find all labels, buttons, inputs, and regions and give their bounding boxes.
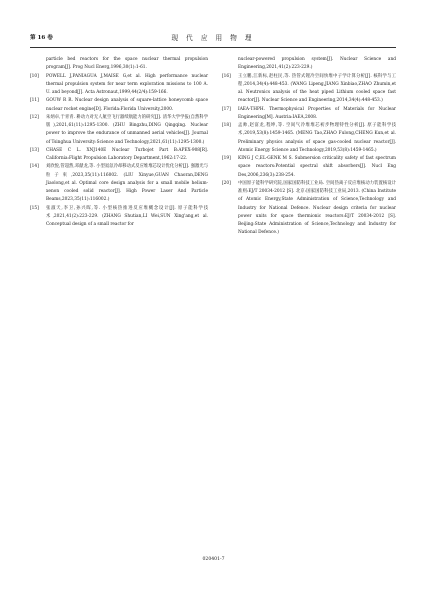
reference-text: GOUW R R. Nuclear design analysis of square-lattice honeycomb space nuclear rocket engine[D]. Florida:Florida University,2000. [46,98,208,112]
reference-entry [222,155,396,180]
reference-entry [30,147,208,164]
reference-entry [222,122,396,155]
right-reference-column [222,56,396,238]
reference-text: CHASE C L. XNJ140E Nuclear Turbojet Part B:APEX-908[R]. California:Flight Propulsion Laboratory Department,1962:17-22. [46,147,208,161]
reference-number: [11] [30,98,39,104]
reference-text: POWELL J,PANIAGUA J,MAISE G,et al. High performance nuclear thermal propulsion system for near term exploration missions to 100 A. U. and beyond[J]. Acta Astronaut,1999,44(2/4):159-166. [46,73,208,95]
volume-label: 第 16 卷 [30,35,53,41]
page-number: 020401-7 [202,557,225,562]
reference-entry [30,73,208,98]
reference-entry [30,97,208,114]
reference-text: 王立鹏,江新标,赵柱民,等. 热管式锂冷空间快堆中子学计算分析[J]. 核科学与工程,2014,34(4):448-453. (WANG Lipeng,JIANG Xinbiao,ZHAO Zhumin,et al. Neutronics analysis of the heat piped Lithium cooled space fast reactor[J]. Nuclear Science and Engineering,2014,34(4):448-453.) [238,73,396,104]
reference-entry [222,56,396,73]
reference-entry [222,106,396,123]
reference-entry [30,114,208,147]
left-reference-column [30,56,208,229]
reference-entry [30,56,208,73]
reference-text: KING J C,EL-GENK M S. Submersion criticality safety of fast spectrum space reactors:Potential spectral shift absorbers[J]. Nucl Eng Des,2006,236(3):238-254. [238,156,396,178]
reference-number: [14] [30,164,39,170]
reference-number: [13] [30,147,39,153]
reference-text: 刘欣悦,管超然,邓献龙,等. 小型氦氙冷却移动式反应堆堆芯设计优化分析[J]. 强激光与粒子束,2023,35(11):116002. (LIU Xinyue,GUAN Chaoran,DENG Jiaolong,et al. Optimal core design analysis for a small mobile helium-xenon cooled solid reactor[J]. High Power Laser And Particle Beams,2023,35(11):116002.) [46,164,208,203]
reference-number: [19] [222,156,231,161]
reference-entry [222,180,396,238]
reference-number: [12] [30,114,39,120]
running-header [30,31,396,48]
reference-entry [30,163,208,204]
reference-number: [16] [222,73,231,79]
journal-title: 现 代 应 用 物 理 [171,34,255,42]
reference-entry [222,73,396,106]
reference-number: [18] [222,123,231,128]
reference-number: [10] [30,73,39,79]
reference-text: particle bed reactors for the space nuclear thermal propulsion program[J]. Prog Nucl Energ,1996,30(1):1-61. [46,57,208,71]
reference-text: 朱炳卓,于青青. 耕动力对无人航空飞行器续航能力的研究[J]. 清华大学学报(自然科学版),2021,61(11):1295-1300. (ZHU Bingzhu,DING Qingqing. Nuclear power to improve the endurance of unmanned aerial vehicles[J]. Journal of Tsinghua University:Science and Technology,2021,61(11):1295-1300.) [46,114,208,145]
reference-entry [30,205,208,230]
reference-text: 中国原子能科学研究院,国家国防科技工业局. 空间热离子反应堆核动力装置核设计准则:EJ/T 20034-2012 [S]. 北京:国家国防科技工业局,2013. (China Institute of Atomic Energy,State Administration of Science,Technology and Industry for National Defence. Nuclear design criteria for nuclear power units for space thermionic reactors:EJ/T 20034-2012 [S]. Beijing:State Administration of Science,Technology and Industry for National Defence.) [238,180,396,236]
reference-number: [17] [222,106,231,112]
reference-number: [15] [30,205,39,211]
reference-text: nuclear-powered propulsion system[J]. Nuclear Science and Engineering,2021,41(2):223-229.) [238,57,396,71]
reference-number: [20] [222,180,231,186]
reference-text: 张淑天,李卫,孙兴晖,等. 小型核热推进反应堆概念设计[J]. 原子能科学技术,2021,41(2):223-229. (ZHANG Shutian,LI Wei,SUN Xing'ang,et al. Conceptual design of a small reactor for [46,205,208,227]
reference-text: IAEA-THPH. Thermophysical Properties of Materials for Nuclear Engineering[M]. Austria:IAEA,2008. [238,106,396,120]
reference-text: 孟帅,赵富龙,程坤,等. 空间气冷堆堆芯初步物理特性分析[J]. 原子能科学技术,2019,53(8):1459-1465. (MENG Tao,ZHAO Fulong,CHENG Kun,et al. Preliminary physics analysis of space gas-cooled nuclear reactor[J]. Atomic Energy Science and Technology,2019,53(8):1459-1465.) [238,123,396,153]
